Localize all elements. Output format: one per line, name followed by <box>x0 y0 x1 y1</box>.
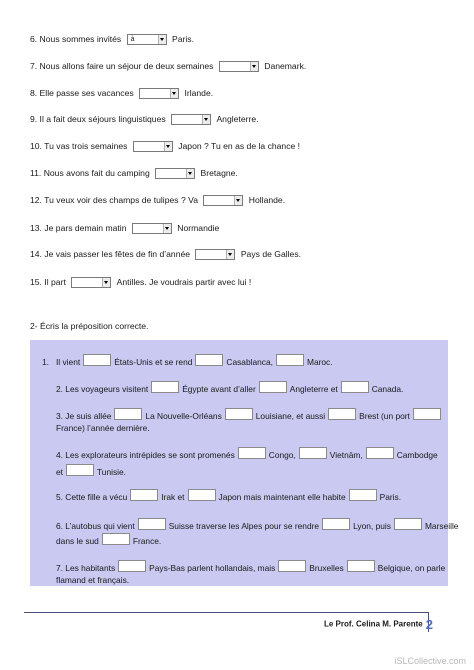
item-text: Paris. <box>379 492 402 502</box>
item-text: Suisse traverse les Alpes pour se rendre <box>168 521 320 531</box>
brand-watermark: iSLCollective.com <box>394 656 466 666</box>
q-text: Hollande. <box>248 195 286 206</box>
preposition-dropdown[interactable] <box>132 223 172 234</box>
item-text: Cambodge <box>396 450 438 460</box>
answer-box[interactable] <box>278 560 306 572</box>
preposition-dropdown[interactable] <box>71 277 111 288</box>
item-text: Angleterre et <box>289 384 338 394</box>
q-text: Danemark. <box>264 61 307 72</box>
item-text: Brest (un port <box>359 411 410 421</box>
q-text: 8. Elle passe ses vacances <box>30 88 134 99</box>
q-text: Angleterre. <box>216 114 259 125</box>
question-7 <box>30 60 306 73</box>
exercise-item-7-cont <box>56 574 129 586</box>
preposition-dropdown[interactable] <box>127 34 167 45</box>
item-text: Japon mais maintenant elle habite <box>218 492 346 502</box>
exercise-item-5 <box>56 491 401 504</box>
question-15 <box>30 276 251 289</box>
item-text: flamand et français. <box>56 575 130 585</box>
answer-box[interactable] <box>347 560 375 572</box>
exercise-item-7 <box>56 562 445 575</box>
exercise-item-3 <box>56 410 444 423</box>
answer-box[interactable] <box>138 518 166 530</box>
q-text: Paris. <box>172 34 194 45</box>
question-11 <box>30 167 238 180</box>
exercise-item-2 <box>56 383 403 396</box>
question-13 <box>30 222 219 235</box>
q-text: Normandie <box>177 223 220 234</box>
item-text: Congo, <box>268 450 296 460</box>
answer-box[interactable] <box>322 518 350 530</box>
answer-box[interactable] <box>195 354 223 366</box>
item-text: France) l’année dernière. <box>56 423 150 433</box>
q-text: Pays de Galles. <box>240 249 302 260</box>
q-text: Irlande. <box>184 88 214 99</box>
q-text: Japon ? Tu en as de la chance ! <box>178 141 301 152</box>
page-number: 2 <box>425 617 433 632</box>
item-text: dans le sud <box>56 536 99 546</box>
item-text: Louisiane, et aussi <box>255 411 326 421</box>
q-text: 9. Il a fait deux séjours linguistiques <box>30 114 166 125</box>
preposition-dropdown[interactable] <box>219 61 259 72</box>
question-14 <box>30 248 301 261</box>
exercise-item-1 <box>42 356 333 369</box>
section-title: 2- Écris la préposition correcte. <box>30 321 149 331</box>
item-text: 5. Cette fille a vécu <box>56 492 128 502</box>
dropdown-value: à <box>130 36 135 44</box>
answer-box[interactable] <box>151 381 179 393</box>
answer-box[interactable] <box>328 408 356 420</box>
chevron-down-icon <box>186 169 194 178</box>
answer-box[interactable] <box>83 354 111 366</box>
item-text: et <box>56 467 63 477</box>
item-text: Égypte avant d’aller <box>182 384 256 394</box>
q-text: 11. Nous avons fait du camping <box>30 168 150 179</box>
item-text: 6. L’autobus qui vient <box>56 521 135 531</box>
preposition-dropdown[interactable] <box>195 249 235 260</box>
item-text: 3. Je suis allée <box>56 411 112 421</box>
item-text: Irak et <box>161 492 185 502</box>
preposition-dropdown[interactable] <box>155 168 195 179</box>
answer-box[interactable] <box>188 489 216 501</box>
chevron-down-icon <box>226 250 234 259</box>
item-text: Pays-Bas parlent hollandais, mais <box>149 563 276 573</box>
item-text: France. <box>132 536 162 546</box>
item-text: Il vient <box>55 357 81 367</box>
answer-box[interactable] <box>259 381 287 393</box>
item-number: 1. <box>42 357 49 367</box>
q-text: 15. Il part <box>30 277 66 288</box>
preposition-dropdown[interactable] <box>203 195 243 206</box>
answer-box[interactable] <box>238 447 266 459</box>
item-text: Lyon, puis <box>353 521 391 531</box>
answer-box[interactable] <box>341 381 369 393</box>
exercise-item-4 <box>56 449 438 462</box>
question-12 <box>30 194 285 207</box>
question-10 <box>30 140 300 153</box>
exercise-item-4-cont <box>56 466 126 479</box>
chevron-down-icon <box>158 35 166 44</box>
item-text: 4. Les explorateurs intrépides se sont promenés <box>56 450 235 460</box>
item-text: Maroc. <box>306 357 333 367</box>
q-text: Bretagne. <box>200 168 238 179</box>
exercise-item-6-cont <box>56 535 161 548</box>
item-text: 2. Les voyageurs visitent <box>56 384 149 394</box>
chevron-down-icon <box>163 224 171 233</box>
item-text: États-Unis et se rend <box>114 357 193 367</box>
exercise-item-6 <box>56 520 458 533</box>
answer-box[interactable] <box>130 489 158 501</box>
item-text: Canada. <box>371 384 404 394</box>
chevron-down-icon <box>202 115 210 124</box>
preposition-dropdown[interactable] <box>171 114 211 125</box>
q-text: 12. Tu veux voir des champs de tulipes ? Va <box>30 195 198 206</box>
answer-box[interactable] <box>118 560 146 572</box>
item-text: 7. Les habitants <box>56 563 116 573</box>
chevron-down-icon <box>170 89 178 98</box>
q-text: Antilles. Je voudrais partir avec lui ! <box>116 277 252 288</box>
answer-box[interactable] <box>394 518 422 530</box>
answer-box[interactable] <box>66 464 94 476</box>
footer <box>324 617 433 632</box>
answer-box[interactable] <box>102 533 130 545</box>
item-text: Tunisie. <box>97 467 127 477</box>
item-text: Belgique, on parle <box>377 563 446 573</box>
chevron-down-icon <box>234 196 242 205</box>
answer-box[interactable] <box>299 447 327 459</box>
item-text: Casablanca, <box>226 357 273 367</box>
footer-rule <box>24 612 428 613</box>
item-text: La Nouvelle-Orléans <box>145 411 222 421</box>
q-text: 10. Tu vas trois semaines <box>30 141 128 152</box>
exercise-item-3-cont <box>56 422 150 434</box>
answer-box[interactable] <box>114 408 142 420</box>
question-8 <box>30 87 213 100</box>
answer-box[interactable] <box>349 489 377 501</box>
preposition-dropdown[interactable] <box>139 88 179 99</box>
item-text: Marseille <box>424 521 459 531</box>
q-text: 7. Nous allons faire un séjour de deux semaines <box>30 61 214 72</box>
question-9 <box>30 113 259 126</box>
question-6 <box>30 33 194 46</box>
answer-box[interactable] <box>276 354 304 366</box>
chevron-down-icon <box>164 142 172 151</box>
item-text: Bruxelles <box>309 563 344 573</box>
q-text: 14. Je vais passer les fêtes de fin d’année <box>30 249 191 260</box>
q-text: 13. Je pars demain matin <box>30 223 127 234</box>
answer-box[interactable] <box>225 408 253 420</box>
author-name: Le Prof. Celina M. Parente <box>324 619 423 629</box>
preposition-dropdown[interactable] <box>133 141 173 152</box>
chevron-down-icon <box>102 278 110 287</box>
answer-box[interactable] <box>366 447 394 459</box>
answer-box[interactable] <box>413 408 441 420</box>
item-text: Vietnām, <box>329 450 363 460</box>
q-text: 6. Nous sommes invités <box>30 34 122 45</box>
chevron-down-icon <box>250 62 258 71</box>
